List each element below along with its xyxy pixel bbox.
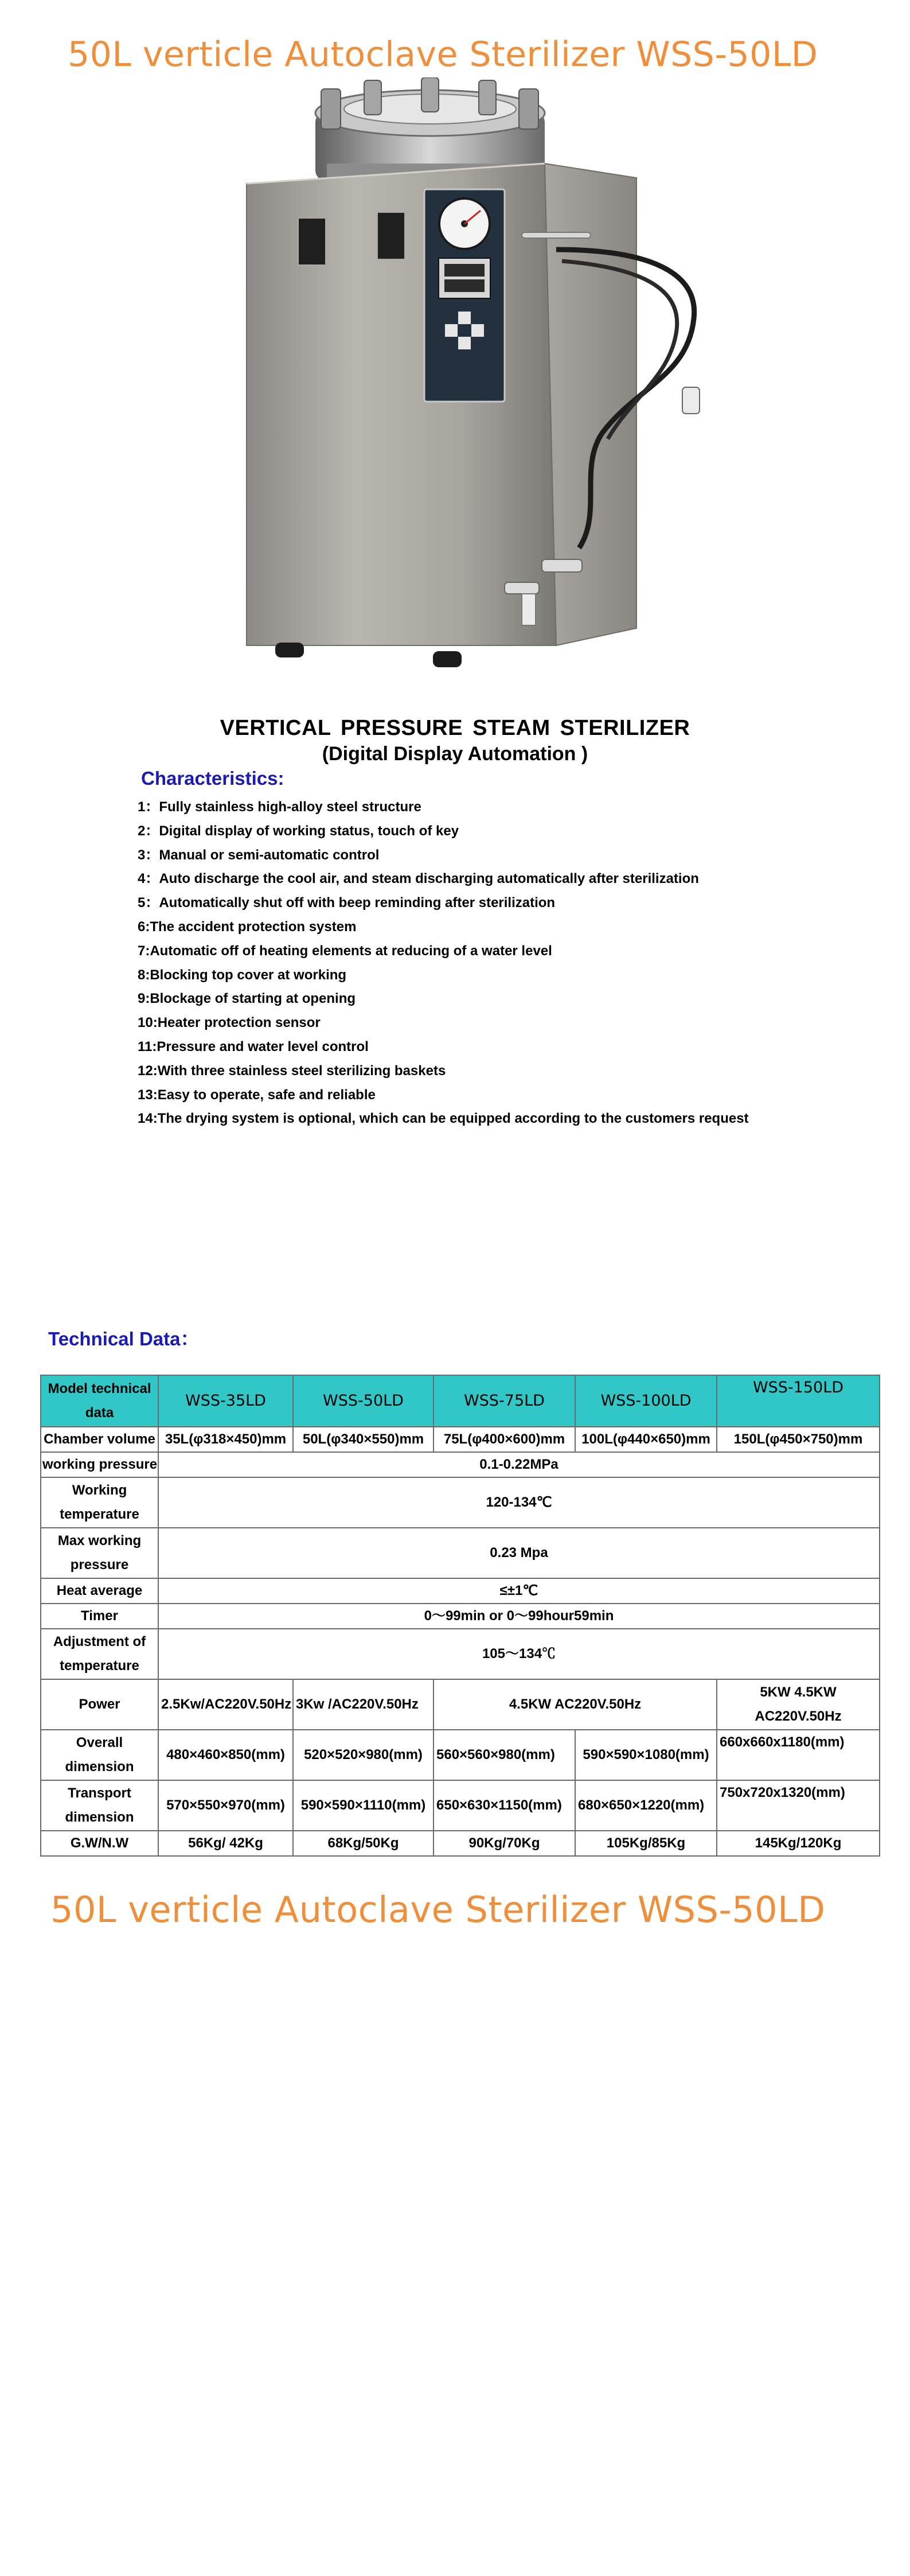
table-cell: Power bbox=[41, 1679, 158, 1730]
technical-data-table bbox=[40, 1375, 880, 1857]
characteristic-item: 1：Fully stainless high-alloy steel structure bbox=[138, 799, 421, 815]
table-cell: 56Kg/ 42Kg bbox=[158, 1831, 293, 1856]
product-image bbox=[235, 77, 722, 686]
table-header-cell: WSS-75LD bbox=[433, 1375, 575, 1427]
table-cell: 120-134℃ bbox=[158, 1477, 880, 1528]
table-cell: Overall dimension bbox=[41, 1730, 158, 1780]
footer-title: 50L verticle Autoclave Sterilizer WSS-50LD bbox=[50, 1889, 826, 1931]
characteristic-item: 4：Auto discharge the cool air, and steam discharging automatically after sterilization bbox=[138, 871, 699, 887]
table-cell: 50L(φ340×550)mm bbox=[293, 1427, 433, 1452]
characteristic-item: 9:Blockage of starting at opening bbox=[138, 991, 356, 1007]
table-header-row bbox=[41, 1375, 880, 1427]
table-cell: Timer bbox=[41, 1604, 158, 1629]
table-cell: 750x720x1320(mm) bbox=[717, 1780, 880, 1831]
table-cell: Transport dimension bbox=[41, 1780, 158, 1831]
table-cell: 150L(φ450×750)mm bbox=[717, 1427, 880, 1452]
table-cell: G.W/N.W bbox=[41, 1831, 158, 1856]
table-cell: 105Kg/85Kg bbox=[575, 1831, 717, 1856]
table-cell: 3Kw /AC220V.50Hz bbox=[293, 1679, 433, 1730]
table-row bbox=[41, 1528, 880, 1578]
table-cell: 100L(φ440×650)mm bbox=[575, 1427, 717, 1452]
table-row bbox=[41, 1629, 880, 1679]
table-header-cell: WSS-100LD bbox=[575, 1375, 717, 1427]
product-subheading: (Digital Display Automation ) bbox=[322, 743, 588, 765]
table-cell: 105～134℃ bbox=[158, 1629, 880, 1679]
table-row bbox=[41, 1780, 880, 1831]
table-cell: 560×560×980(mm) bbox=[433, 1730, 575, 1780]
characteristic-item: 5：Automatically shut off with beep reminding after sterilization bbox=[138, 895, 556, 911]
product-heading: VERTICAL PRESSURE STEAM STERILIZER bbox=[220, 716, 690, 740]
table-cell: Heat average bbox=[41, 1578, 158, 1604]
characteristic-item: 13:Easy to operate, safe and reliable bbox=[138, 1087, 376, 1103]
table-cell: ≤±1℃ bbox=[158, 1578, 880, 1604]
characteristic-item: 10:Heater protection sensor bbox=[138, 1015, 321, 1031]
table-cell: 590×590×1080(mm) bbox=[575, 1730, 717, 1780]
control-panel bbox=[424, 189, 505, 402]
table-cell: 0～99min or 0～99hour59min bbox=[158, 1604, 880, 1629]
table-row bbox=[41, 1730, 880, 1780]
characteristic-item: 6:The accident protection system bbox=[138, 919, 357, 935]
table-cell: 520×520×980(mm) bbox=[293, 1730, 433, 1780]
table-cell: 90Kg/70Kg bbox=[433, 1831, 575, 1856]
table-cell: Working temperature bbox=[41, 1477, 158, 1528]
characteristic-item: 7:Automatic off of heating elements at reducing of a water level bbox=[138, 943, 552, 959]
table-cell: 4.5KW AC220V.50Hz bbox=[433, 1679, 717, 1730]
characteristics-list bbox=[138, 795, 749, 1131]
table-cell: 480×460×850(mm) bbox=[158, 1730, 293, 1780]
characteristic-item: 12:With three stainless steel sterilizing baskets bbox=[138, 1063, 446, 1079]
characteristic-item: 14:The drying system is optional, which can be equipped according to the customers request bbox=[138, 1111, 749, 1127]
table-cell: working pressure bbox=[41, 1452, 158, 1477]
table-cell: 35L(φ318×450)mm bbox=[158, 1427, 293, 1452]
table-row bbox=[41, 1452, 880, 1477]
table-header-cell: WSS-35LD bbox=[158, 1375, 293, 1427]
table-header-cell: WSS-150LD bbox=[717, 1375, 880, 1427]
table-cell: 0.23 Mpa bbox=[158, 1528, 880, 1578]
table-cell: Adjustment of temperature bbox=[41, 1629, 158, 1679]
table-cell: 650×630×1150(mm) bbox=[433, 1780, 575, 1831]
table-row bbox=[41, 1427, 880, 1452]
table-header-cell: WSS-50LD bbox=[293, 1375, 433, 1427]
characteristic-item: 8:Blocking top cover at working bbox=[138, 967, 347, 983]
table-cell: 75L(φ400×600)mm bbox=[433, 1427, 575, 1452]
page-title: 50L verticle Autoclave Sterilizer WSS-50LD bbox=[68, 34, 818, 75]
characteristic-item: 2：Digital display of working status, touch of key bbox=[138, 823, 459, 839]
table-row bbox=[41, 1831, 880, 1856]
table-cell: 68Kg/50Kg bbox=[293, 1831, 433, 1856]
table-cell: 0.1-0.22MPa bbox=[158, 1452, 880, 1477]
technical-data-title: Technical Data： bbox=[48, 1328, 200, 1349]
table-cell: 660x660x1180(mm) bbox=[717, 1730, 880, 1780]
characteristic-item: 11:Pressure and water level control bbox=[138, 1038, 369, 1054]
table-row bbox=[41, 1578, 880, 1604]
table-cell: 680×650×1220(mm) bbox=[575, 1780, 717, 1831]
table-cell: 5KW 4.5KW AC220V.50Hz bbox=[717, 1679, 880, 1730]
table-row bbox=[41, 1604, 880, 1629]
table-cell: Chamber volume bbox=[41, 1427, 158, 1452]
table-header-cell: Model technical data bbox=[41, 1375, 158, 1427]
table-row bbox=[41, 1477, 880, 1528]
table-cell: 145Kg/120Kg bbox=[717, 1831, 880, 1856]
table-cell: 590×590×1110(mm) bbox=[293, 1780, 433, 1831]
table-cell: 570×550×970(mm) bbox=[158, 1780, 293, 1831]
characteristics-title: Characteristics: bbox=[141, 768, 284, 789]
table-cell: Max working pressure bbox=[41, 1528, 158, 1578]
characteristic-item: 3：Manual or semi-automatic control bbox=[138, 847, 380, 863]
table-row bbox=[41, 1679, 880, 1730]
table-cell: 2.5Kw/AC220V.50Hz bbox=[158, 1679, 293, 1730]
